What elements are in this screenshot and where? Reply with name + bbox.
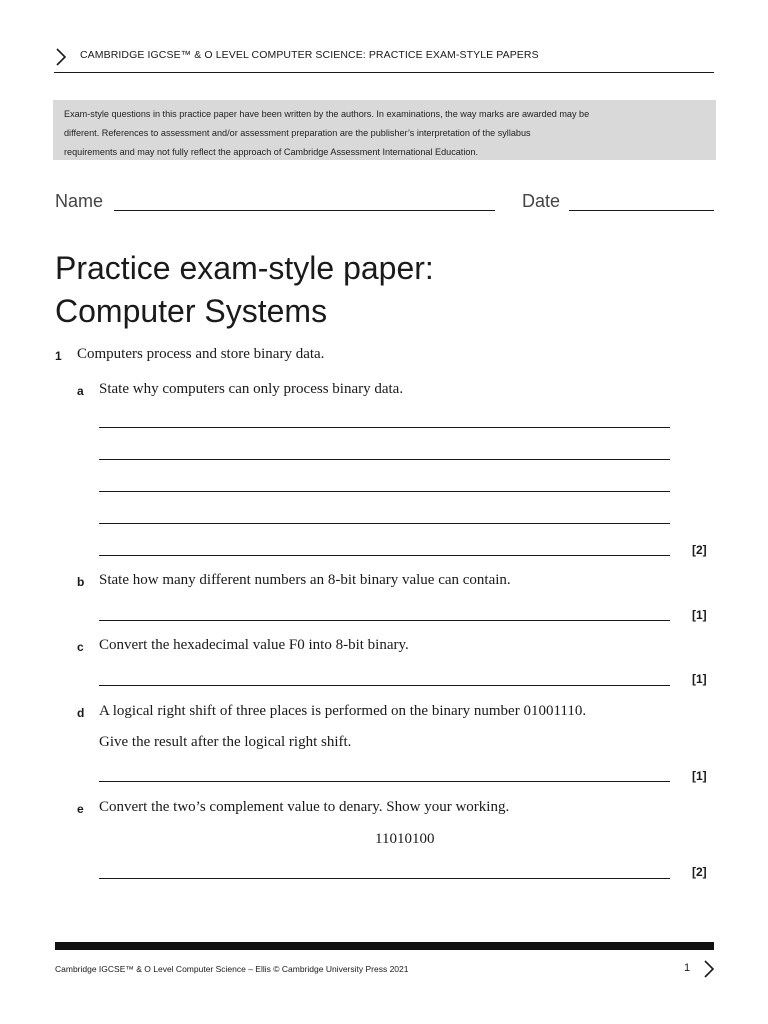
page-number: 1 [684,962,691,974]
part-question-text: Convert the hexadecimal value F0 into 8-bit binary. [99,637,409,653]
running-header: CAMBRIDGE IGCSE™ & O LEVEL COMPUTER SCIENCE: PRACTICE EXAM-STYLE PAPERS [80,49,539,61]
marks-badge: [1] [692,608,707,622]
part-question-text: State why computers can only process binary data. [99,381,404,397]
answer-line[interactable] [99,459,670,460]
part-label: e [77,802,84,816]
part-label: c [77,640,84,654]
date-field[interactable] [569,210,714,211]
answer-line[interactable] [99,685,670,686]
chevron-right-icon [55,47,67,67]
notice-line: Exam-style questions in this practice paper have been written by the authors. In examinations, the way marks are awarded may be [64,109,590,119]
answer-line[interactable] [99,781,670,782]
answer-line[interactable] [99,523,670,524]
date-label: Date [522,191,561,211]
footer-copyright: Cambridge IGCSE™ & O Level Computer Science – Ellis © Cambridge University Press 2021 [55,964,409,974]
binary-value: 11010100 [375,831,435,847]
footer-bar [55,942,714,950]
disclaimer-notice [53,100,716,160]
answer-line[interactable] [99,555,670,556]
marks-badge: [1] [692,672,707,686]
part-question-text: Convert the two’s complement value to denary. Show your working. [99,799,510,815]
notice-line: requirements and may not fully reflect the approach of Cambridge Assessment International Education. [64,147,478,158]
part-label: d [77,706,85,720]
marks-badge: [2] [692,543,707,557]
chevron-right-icon[interactable] [703,959,715,979]
part-label: b [77,575,85,589]
title-line: Computer Systems [55,293,328,329]
part-question-text: Give the result after the logical right shift. [99,734,352,750]
page-title [55,247,434,333]
header-divider [54,72,714,73]
marks-badge: [2] [692,865,707,879]
marks-badge: [1] [692,769,707,783]
answer-line[interactable] [99,620,670,621]
notice-line: different. References to assessment and/or assessment preparation are the publisher’s interpretation of the syllabus [64,128,531,139]
question-number: 1 [55,349,62,363]
name-field[interactable] [114,210,495,211]
answer-line[interactable] [99,427,670,428]
answer-line[interactable] [99,878,670,879]
part-label: a [77,384,84,398]
answer-line[interactable] [99,491,670,492]
title-line: Practice exam-style paper: [55,250,434,286]
name-label: Name [55,191,104,211]
question-stem: Computers process and store binary data. [77,346,325,362]
part-question-text: A logical right shift of three places is performed on the binary number 01001110. [99,703,587,719]
part-question-text: State how many different numbers an 8-bit binary value can contain. [99,572,511,588]
